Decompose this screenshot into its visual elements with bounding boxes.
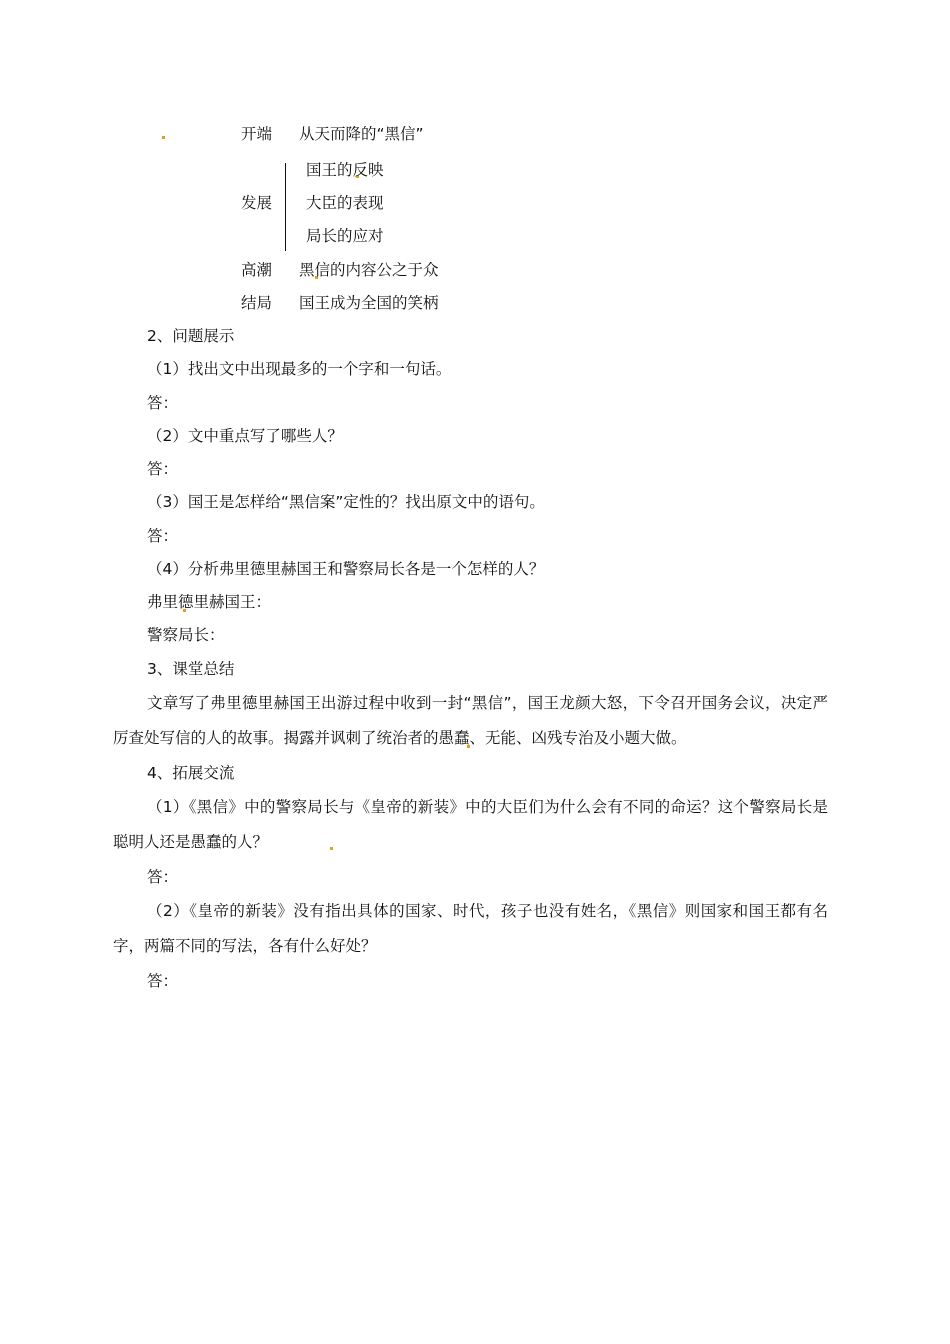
development-brace bbox=[285, 163, 286, 251]
section4-heading: 4、拓展交流 bbox=[147, 764, 235, 782]
opening-text: 从天而降的“黑信” bbox=[299, 125, 424, 143]
section3-heading: 3、课堂总结 bbox=[147, 660, 235, 678]
summary-paragraph: 文章写了弗里德里赫国王出游过程中收到一封“黑信”，国王龙颜大怒，下令召开国务会议，决定严厉查处写信的人的故事。揭露并讽刺了统治者的愚蠢、无能、凶残专治及小题大做。 bbox=[113, 694, 828, 747]
answer-1: 答： bbox=[147, 394, 179, 412]
ending-text: 国王成为全国的笑柄 bbox=[299, 294, 439, 312]
king-answer: 弗里德里赫国王： bbox=[147, 593, 272, 611]
answer-3: 答： bbox=[147, 527, 179, 545]
opening-label: 开端 bbox=[241, 125, 273, 143]
extension-answer-2: 答： bbox=[147, 972, 179, 990]
extension-answer-1: 答： bbox=[147, 868, 179, 886]
question-2: （2）文中重点写了哪些人？ bbox=[147, 427, 343, 445]
development-item: 国王的反映 bbox=[306, 161, 384, 179]
question-1: （1）找出文中出现最多的一个字和一句话。 bbox=[147, 360, 452, 378]
extension-question-2: （2）《皇帝的新装》没有指出具体的国家、时代，孩子也没有姓名，《黑信》则国家和国王都有名字，两篇不同的写法，各有什么好处？ bbox=[113, 902, 828, 955]
extension-question-1: （1）《黑信》中的警察局长与《皇帝的新装》中的大臣们为什么会有不同的命运？这个警察局长是聪明人还是愚蠢的人？ bbox=[113, 798, 828, 851]
answer-2: 答： bbox=[147, 460, 179, 478]
development-item: 大臣的表现 bbox=[306, 194, 384, 212]
climax-label: 高潮 bbox=[241, 261, 273, 279]
question-4: （4）分析弗里德里赫国王和警察局长各是一个怎样的人？ bbox=[147, 560, 545, 578]
section2-heading: 2、问题展示 bbox=[147, 327, 235, 345]
police-answer: 警察局长： bbox=[147, 626, 225, 644]
development-label: 发展 bbox=[241, 194, 273, 212]
orange-mark bbox=[162, 136, 165, 139]
development-item: 局长的应对 bbox=[306, 227, 384, 245]
ending-label: 结局 bbox=[241, 294, 273, 312]
question-3: （3）国王是怎样给“黑信案”定性的？找出原文中的语句。 bbox=[147, 493, 545, 511]
climax-text: 黑信的内容公之于众 bbox=[299, 261, 439, 279]
